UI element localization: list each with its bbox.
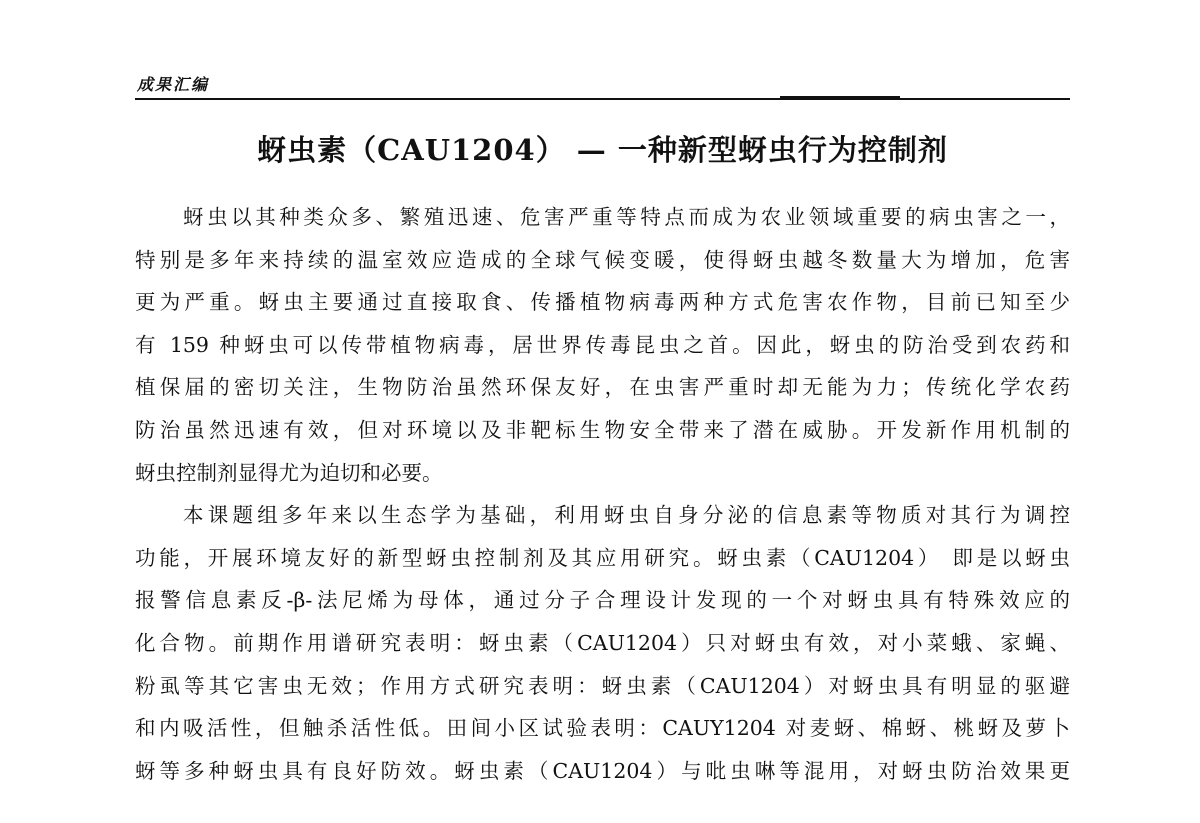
running-head: 成果汇编 — [137, 75, 210, 94]
paragraph-1-line-5: 植保届的密切关注，生物防治虽然环保友好，在虫害严重时却无能为力；传统化学农药 — [135, 375, 1070, 400]
paragraph-2-line-2: 功能，开展环境友好的新型蚜虫控制剂及其应用研究。蚜虫素（CAU1204） 即是以蚜虫 — [135, 545, 1070, 570]
header-rule-accent — [780, 96, 900, 98]
paragraph-2-line-4: 化合物。前期作用谱研究表明：蚜虫素（CAU1204）只对蚜虫有效，对小菜蛾、家蝇、 — [135, 630, 1070, 655]
paragraph-2-line-1: 本课题组多年来以生态学为基础，利用蚜虫自身分泌的信息素等物质对其行为调控 — [183, 503, 1070, 528]
paragraph-2-line-5: 粉虱等其它害虫无效；作用方式研究表明：蚜虫素（CAU1204）对蚜虫具有明显的驱避 — [135, 673, 1070, 698]
header-rule — [135, 98, 1070, 100]
paragraph-2-line-3: 报警信息素反-β-法尼烯为母体，通过分子合理设计发现的一个对蚜虫具有特殊效应的 — [135, 588, 1070, 613]
paragraph-1-line-2: 特别是多年来持续的温室效应造成的全球气候变暖，使得蚜虫越冬数量大为增加，危害 — [135, 247, 1070, 272]
article-body — [135, 196, 1070, 792]
paragraph-2-line-6: 和内吸活性，但触杀活性低。田间小区试验表明：CAUY1204 对麦蚜、棉蚜、桃蚜及萝卜 — [135, 716, 1070, 741]
paragraph-1-line-1: 蚜虫以其种类众多、繁殖迅速、危害严重等特点而成为农业领域重要的病虫害之一， — [183, 205, 1070, 229]
paragraph-1-line-3: 更为严重。蚜虫主要通过直接取食、传播植物病毒两种方式危害农作物，目前已知至少 — [135, 290, 1070, 315]
paragraph-1-line-6: 防治虽然迅速有效，但对环境以及非靶标生物安全带来了潜在威胁。开发新作用机制的 — [135, 417, 1070, 442]
article-title: 蚜虫素（CAU1204） — 一种新型蚜虫行为控制剂 — [257, 133, 948, 167]
paragraph-1-line-4: 有 159 种蚜虫可以传带植物病毒，居世界传毒昆虫之首。因此，蚜虫的防治受到农药和 — [135, 332, 1070, 357]
paragraph-2-line-7: 蚜等多种蚜虫具有良好防效。蚜虫素（CAU1204）与吡虫啉等混用，对蚜虫防治效果更 — [135, 758, 1070, 783]
paragraph-1-line-7: 蚜虫控制剂显得尤为迫切和必要。 — [135, 460, 443, 485]
